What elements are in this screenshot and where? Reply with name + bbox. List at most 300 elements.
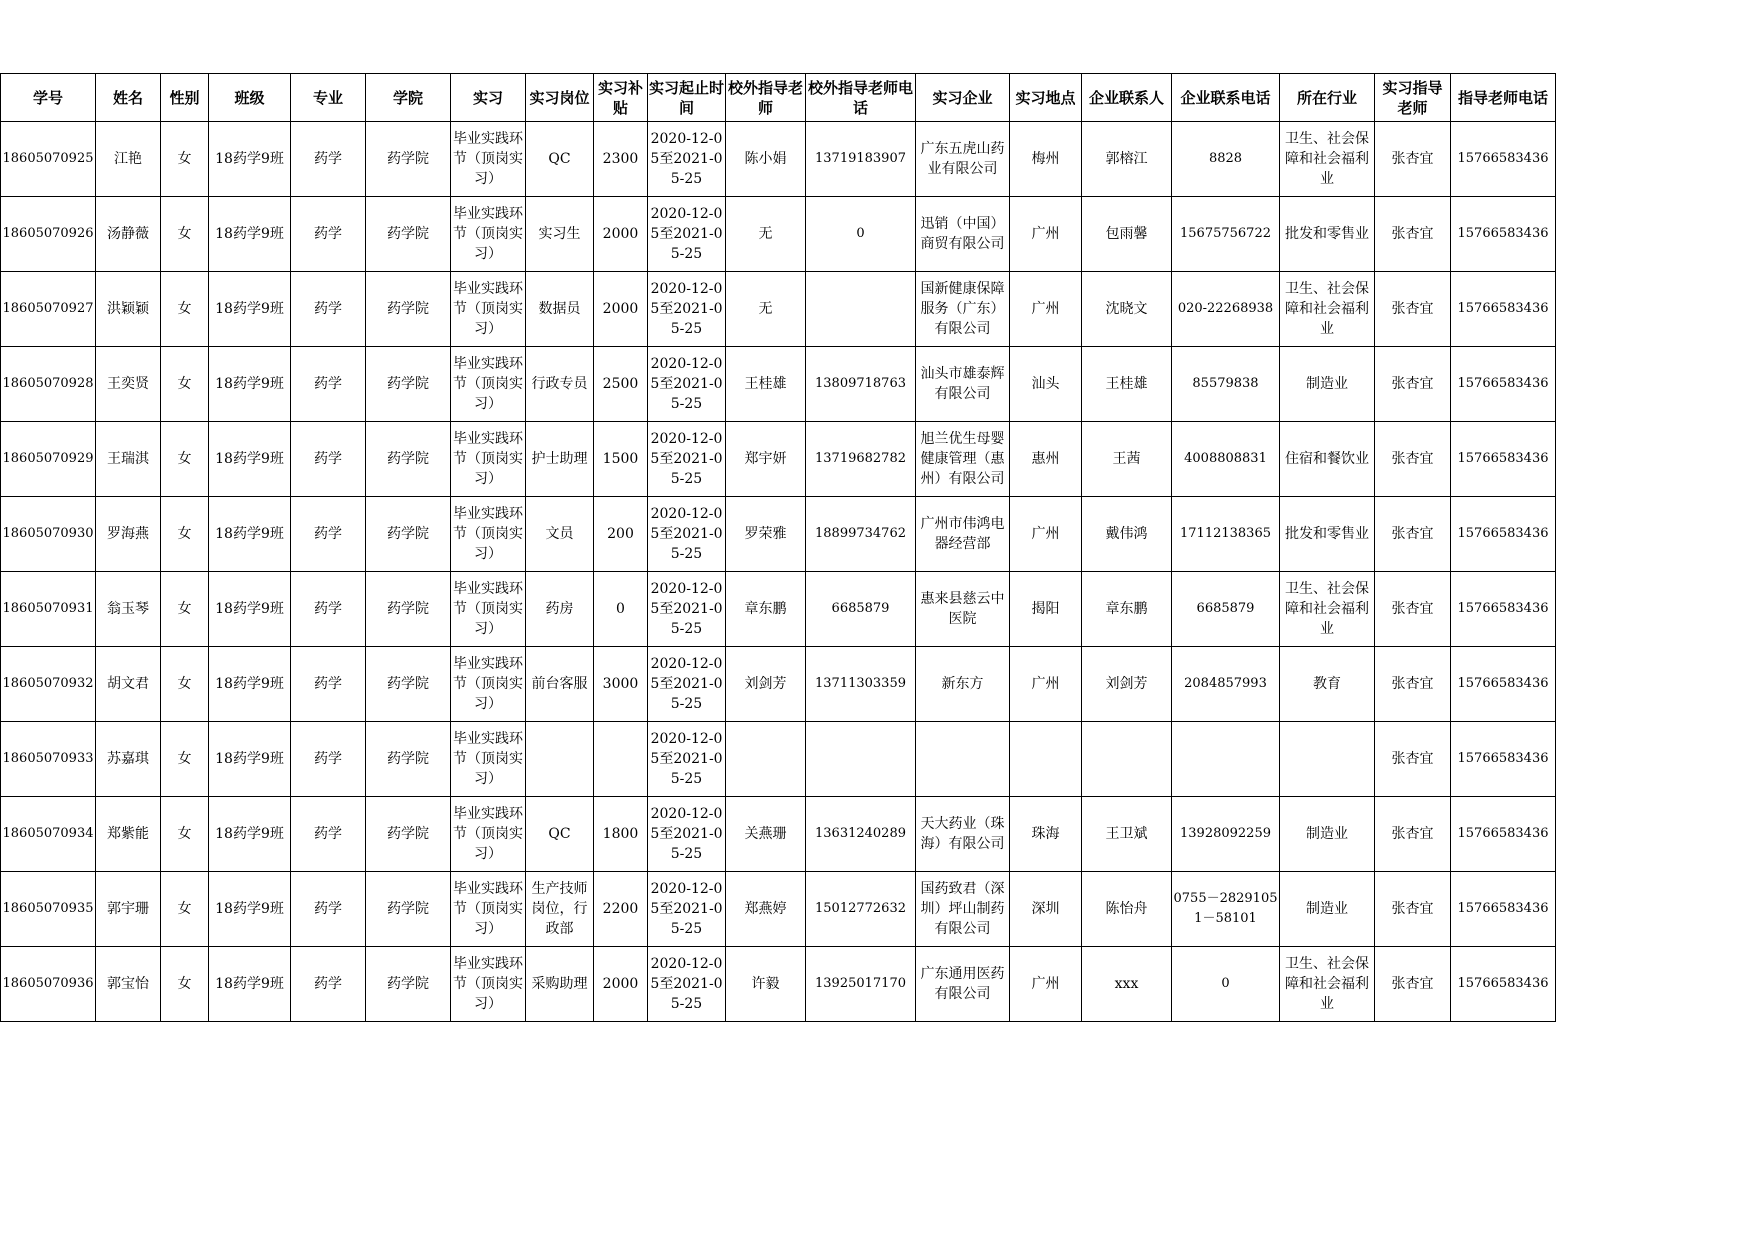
- cell-student-name: [96, 122, 161, 197]
- header-col-internship: 实习: [451, 74, 526, 122]
- cell-major: [291, 272, 366, 347]
- header-col-gender: 性别: [161, 74, 209, 122]
- cell-text: 18605070936: [2, 976, 94, 991]
- cell-company: [916, 947, 1010, 1022]
- cell-text: 3000: [602, 676, 639, 692]
- header-col-company-contact: 企业联系人: [1082, 74, 1172, 122]
- cell-position: [526, 197, 594, 272]
- cell-text: 王卫斌: [1105, 826, 1148, 842]
- cell-external-mentor-phone: [806, 872, 916, 947]
- cell-text: 住宿和餐饮业: [1285, 451, 1369, 467]
- header-col-student-id: 学号: [1, 74, 96, 122]
- cell-period: [648, 122, 726, 197]
- cell-text: 15766583436: [1457, 826, 1549, 841]
- cell-text: 药学: [314, 376, 342, 392]
- cell-text: 17112138365: [1180, 526, 1271, 541]
- cell-text: 2000: [602, 301, 639, 317]
- cell-text: 药学: [314, 676, 342, 692]
- cell-text: 文员: [545, 526, 574, 542]
- cell-student-id: [1, 872, 96, 947]
- cell-text: 18药学9班: [215, 451, 284, 467]
- cell-text: 迅销（中国）商贸有限公司: [920, 216, 1005, 252]
- cell-internship-advisor: [1375, 497, 1451, 572]
- cell-student-id: [1, 947, 96, 1022]
- header-col-external-mentor-phone: 校外指导老师电话: [806, 74, 916, 122]
- cell-internship-type: [451, 572, 526, 647]
- cell-class: [209, 947, 291, 1022]
- cell-position: [526, 497, 594, 572]
- cell-internship-advisor: [1375, 272, 1451, 347]
- cell-student-name: [96, 422, 161, 497]
- cell-college: [366, 197, 451, 272]
- cell-company-phone: [1172, 272, 1280, 347]
- cell-text: 苏嘉琪: [107, 751, 149, 767]
- cell-company-contact: [1082, 947, 1172, 1022]
- cell-text: 女: [177, 751, 192, 767]
- header-col-major: 专业: [291, 74, 366, 122]
- cell-class: [209, 722, 291, 797]
- cell-text: 张杏宜: [1391, 901, 1434, 917]
- cell-industry: [1280, 872, 1375, 947]
- cell-text: 制造业: [1306, 826, 1348, 842]
- cell-text: 女: [177, 676, 192, 692]
- cell-location: [1010, 947, 1082, 1022]
- cell-text: 沈晓文: [1105, 301, 1148, 317]
- cell-text: 18药学9班: [215, 826, 284, 842]
- cell-period: [648, 347, 726, 422]
- cell-industry: [1280, 347, 1375, 422]
- cell-text: 广州: [1031, 301, 1060, 317]
- cell-text: 张杏宜: [1391, 301, 1434, 317]
- cell-text: 18药学9班: [215, 901, 284, 917]
- cell-text: 1500: [602, 451, 639, 467]
- cell-text: 毕业实践环节（顶岗实习）: [453, 281, 523, 337]
- cell-text: 郭宝怡: [107, 976, 149, 992]
- cell-college: [366, 872, 451, 947]
- cell-position: [526, 572, 594, 647]
- cell-text: 陈小娟: [744, 151, 787, 167]
- cell-period: [648, 572, 726, 647]
- cell-company-phone: [1172, 122, 1280, 197]
- cell-location: [1010, 497, 1082, 572]
- cell-internship-type: [451, 272, 526, 347]
- cell-text: 刘剑芳: [744, 676, 787, 692]
- cell-text: 章东鹏: [744, 601, 787, 617]
- cell-text: 药学: [314, 826, 342, 842]
- cell-text: 护士助理: [531, 451, 588, 467]
- cell-student-id: [1, 122, 96, 197]
- cell-internship-type: [451, 347, 526, 422]
- cell-text: 2020-12-05至2021-05-25: [650, 656, 723, 712]
- cell-text: 2020-12-05至2021-05-25: [650, 431, 723, 487]
- cell-external-mentor: [726, 797, 806, 872]
- cell-text: xxx: [1114, 976, 1139, 992]
- cell-major: [291, 122, 366, 197]
- cell-advisor-phone: [1451, 497, 1556, 572]
- cell-text: 王桂雄: [1105, 376, 1148, 392]
- cell-internship-advisor: [1375, 347, 1451, 422]
- cell-gender: [161, 722, 209, 797]
- header-col-advisor-phone: 指导老师电话: [1451, 74, 1556, 122]
- cell-major: [291, 572, 366, 647]
- cell-company-contact: [1082, 422, 1172, 497]
- cell-external-mentor: [726, 497, 806, 572]
- table-row: [1, 647, 1556, 722]
- cell-subsidy: [594, 497, 648, 572]
- cell-text: 惠来县慈云中医院: [920, 591, 1005, 627]
- cell-text: 女: [177, 226, 192, 242]
- cell-company-contact: [1082, 347, 1172, 422]
- cell-external-mentor: [726, 422, 806, 497]
- cell-text: 张杏宜: [1391, 976, 1434, 992]
- table-row: [1, 872, 1556, 947]
- cell-location: [1010, 122, 1082, 197]
- cell-text: 18药学9班: [215, 976, 284, 992]
- cell-location: [1010, 722, 1082, 797]
- cell-text: 18605070927: [2, 301, 94, 316]
- cell-internship-type: [451, 872, 526, 947]
- cell-internship-advisor: [1375, 572, 1451, 647]
- cell-text: 揭阳: [1031, 601, 1060, 617]
- cell-text: 张杏宜: [1391, 376, 1434, 392]
- cell-company-contact: [1082, 797, 1172, 872]
- table-row: [1, 272, 1556, 347]
- cell-text: 200: [607, 526, 634, 542]
- cell-gender: [161, 947, 209, 1022]
- cell-advisor-phone: [1451, 797, 1556, 872]
- cell-text: 国药致君（深圳）坪山制药有限公司: [920, 881, 1005, 937]
- cell-internship-type: [451, 197, 526, 272]
- cell-text: 毕业实践环节（顶岗实习）: [453, 731, 523, 787]
- cell-text: 2200: [602, 901, 639, 917]
- cell-student-name: [96, 197, 161, 272]
- cell-text: 18药学9班: [215, 676, 284, 692]
- cell-company-contact: [1082, 722, 1172, 797]
- cell-internship-type: [451, 122, 526, 197]
- cell-external-mentor: [726, 122, 806, 197]
- cell-company-contact: [1082, 647, 1172, 722]
- cell-industry: [1280, 122, 1375, 197]
- cell-text: 卫生、社会保障和社会福利业: [1285, 131, 1369, 187]
- cell-text: 2020-12-05至2021-05-25: [650, 806, 723, 862]
- cell-company-phone: [1172, 497, 1280, 572]
- cell-text: 13928092259: [1180, 826, 1271, 841]
- table-row: [1, 422, 1556, 497]
- cell-company: [916, 122, 1010, 197]
- cell-text: 女: [177, 376, 192, 392]
- cell-period: [648, 797, 726, 872]
- cell-text: 0: [616, 601, 625, 617]
- cell-period: [648, 422, 726, 497]
- cell-class: [209, 272, 291, 347]
- cell-text: 2020-12-05至2021-05-25: [650, 356, 723, 412]
- cell-student-name: [96, 647, 161, 722]
- cell-advisor-phone: [1451, 872, 1556, 947]
- cell-text: 毕业实践环节（顶岗实习）: [453, 506, 523, 562]
- cell-internship-type: [451, 497, 526, 572]
- cell-external-mentor: [726, 197, 806, 272]
- table-row: [1, 122, 1556, 197]
- cell-student-id: [1, 722, 96, 797]
- cell-text: 罗海燕: [107, 526, 149, 542]
- cell-text: 毕业实践环节（顶岗实习）: [453, 431, 523, 487]
- cell-college: [366, 497, 451, 572]
- cell-text: 女: [177, 301, 192, 317]
- cell-text: 4008808831: [1184, 451, 1267, 466]
- cell-text: 女: [177, 826, 192, 842]
- cell-text: 新东方: [941, 676, 984, 692]
- cell-gender: [161, 797, 209, 872]
- cell-external-mentor-phone: [806, 272, 916, 347]
- cell-class: [209, 572, 291, 647]
- cell-location: [1010, 272, 1082, 347]
- cell-major: [291, 647, 366, 722]
- cell-text: 卫生、社会保障和社会福利业: [1285, 281, 1369, 337]
- cell-text: 药学: [314, 601, 342, 617]
- cell-industry: [1280, 947, 1375, 1022]
- cell-major: [291, 347, 366, 422]
- cell-gender: [161, 422, 209, 497]
- cell-text: 13631240289: [815, 826, 906, 841]
- cell-text: 制造业: [1306, 901, 1348, 917]
- header-col-location: 实习地点: [1010, 74, 1082, 122]
- cell-subsidy: [594, 647, 648, 722]
- cell-text: 女: [177, 451, 192, 467]
- cell-text: 王瑞淇: [107, 451, 149, 467]
- cell-text: 13925017170: [815, 976, 906, 991]
- table-row: [1, 947, 1556, 1022]
- cell-company-contact: [1082, 872, 1172, 947]
- cell-text: 王茜: [1112, 451, 1141, 467]
- cell-location: [1010, 347, 1082, 422]
- table-row: [1, 797, 1556, 872]
- cell-text: 18605070934: [2, 826, 94, 841]
- cell-period: [648, 947, 726, 1022]
- cell-text: 药学: [314, 751, 342, 767]
- cell-text: 毕业实践环节（顶岗实习）: [453, 956, 523, 1012]
- cell-subsidy: [594, 422, 648, 497]
- cell-text: 15766583436: [1457, 226, 1549, 241]
- cell-text: QC: [548, 151, 571, 167]
- cell-text: 广州市伟鸿电器经营部: [920, 516, 1005, 552]
- cell-external-mentor-phone: [806, 647, 916, 722]
- cell-text: 广东通用医药有限公司: [920, 966, 1005, 1002]
- cell-major: [291, 497, 366, 572]
- cell-text: 梅州: [1031, 151, 1060, 167]
- cell-student-id: [1, 497, 96, 572]
- cell-text: 药学院: [387, 526, 429, 542]
- cell-text: 18899734762: [815, 526, 906, 541]
- cell-text: 毕业实践环节（顶岗实习）: [453, 206, 523, 262]
- cell-student-name: [96, 872, 161, 947]
- cell-text: 戴伟鸿: [1105, 526, 1148, 542]
- header-col-company-phone: 企业联系电话: [1172, 74, 1280, 122]
- cell-text: 张杏宜: [1391, 151, 1434, 167]
- header-col-subsidy: 实习补贴: [594, 74, 648, 122]
- table-row: [1, 197, 1556, 272]
- cell-external-mentor: [726, 347, 806, 422]
- cell-text: 13719183907: [815, 151, 906, 166]
- cell-text: 无: [758, 226, 773, 242]
- cell-text: 18605070931: [2, 601, 94, 616]
- cell-text: 陈怡舟: [1105, 901, 1148, 917]
- cell-period: [648, 647, 726, 722]
- cell-student-id: [1, 422, 96, 497]
- cell-college: [366, 272, 451, 347]
- cell-text: 15766583436: [1457, 901, 1549, 916]
- cell-text: 药学院: [387, 301, 429, 317]
- cell-text: 13711303359: [815, 676, 906, 691]
- cell-major: [291, 872, 366, 947]
- cell-text: 药学院: [387, 451, 429, 467]
- cell-text: 药学: [314, 901, 342, 917]
- cell-text: 生产技师岗位，行政部: [531, 881, 588, 937]
- cell-company: [916, 572, 1010, 647]
- cell-text: 毕业实践环节（顶岗实习）: [453, 131, 523, 187]
- cell-period: [648, 272, 726, 347]
- cell-text: 2020-12-05至2021-05-25: [650, 206, 723, 262]
- cell-internship-advisor: [1375, 122, 1451, 197]
- cell-company-phone: [1172, 422, 1280, 497]
- cell-text: 关燕珊: [744, 826, 787, 842]
- cell-industry: [1280, 572, 1375, 647]
- cell-college: [366, 347, 451, 422]
- cell-text: 行政专员: [531, 376, 588, 392]
- cell-text: 药学院: [387, 376, 429, 392]
- cell-location: [1010, 797, 1082, 872]
- cell-external-mentor: [726, 947, 806, 1022]
- cell-location: [1010, 872, 1082, 947]
- cell-industry: [1280, 197, 1375, 272]
- header-col-company: 实习企业: [916, 74, 1010, 122]
- cell-industry: [1280, 797, 1375, 872]
- cell-text: 0: [1221, 976, 1230, 991]
- header-col-class: 班级: [209, 74, 291, 122]
- table-row: [1, 347, 1556, 422]
- cell-text: 6685879: [1196, 601, 1255, 616]
- cell-text: 广州: [1031, 226, 1060, 242]
- cell-industry: [1280, 272, 1375, 347]
- cell-text: 85579838: [1192, 376, 1259, 391]
- cell-text: 张杏宜: [1391, 826, 1434, 842]
- cell-text: 女: [177, 976, 192, 992]
- cell-text: 张杏宜: [1391, 451, 1434, 467]
- cell-college: [366, 422, 451, 497]
- cell-company-contact: [1082, 197, 1172, 272]
- cell-text: 2300: [602, 151, 639, 167]
- cell-location: [1010, 422, 1082, 497]
- cell-text: 药学院: [387, 826, 429, 842]
- cell-student-id: [1, 272, 96, 347]
- cell-text: 药学: [314, 526, 342, 542]
- cell-student-id: [1, 647, 96, 722]
- cell-text: 药房: [545, 601, 574, 617]
- internship-table: [0, 73, 1556, 1022]
- cell-text: 郭宇珊: [107, 901, 149, 917]
- cell-advisor-phone: [1451, 947, 1556, 1022]
- cell-gender: [161, 647, 209, 722]
- cell-text: 2020-12-05至2021-05-25: [650, 881, 723, 937]
- cell-text: 胡文君: [107, 676, 149, 692]
- cell-text: 药学院: [387, 226, 429, 242]
- cell-text: 章东鹏: [1105, 601, 1148, 617]
- header-col-industry: 所在行业: [1280, 74, 1375, 122]
- cell-text: 广州: [1031, 526, 1060, 542]
- cell-text: 张杏宜: [1391, 601, 1434, 617]
- cell-class: [209, 647, 291, 722]
- cell-text: 毕业实践环节（顶岗实习）: [453, 881, 523, 937]
- cell-text: 广东五虎山药业有限公司: [920, 141, 1005, 177]
- cell-industry: [1280, 497, 1375, 572]
- cell-internship-advisor: [1375, 872, 1451, 947]
- cell-text: 洪颖颖: [107, 301, 149, 317]
- cell-company-phone: [1172, 197, 1280, 272]
- cell-advisor-phone: [1451, 422, 1556, 497]
- cell-company: [916, 422, 1010, 497]
- cell-text: 18药学9班: [215, 301, 284, 317]
- cell-advisor-phone: [1451, 572, 1556, 647]
- cell-text: 药学院: [387, 601, 429, 617]
- cell-text: 15766583436: [1457, 751, 1549, 766]
- cell-text: 18药学9班: [215, 226, 284, 242]
- cell-text: 13719682782: [815, 451, 906, 466]
- cell-internship-type: [451, 947, 526, 1022]
- cell-text: 女: [177, 601, 192, 617]
- cell-advisor-phone: [1451, 272, 1556, 347]
- cell-text: 郑宇妍: [744, 451, 787, 467]
- cell-text: 药学: [314, 976, 342, 992]
- cell-text: 药学: [314, 151, 342, 167]
- cell-text: 女: [177, 526, 192, 542]
- cell-text: 0755－28291051－58101: [1173, 891, 1278, 926]
- cell-position: [526, 797, 594, 872]
- cell-internship-advisor: [1375, 422, 1451, 497]
- cell-advisor-phone: [1451, 197, 1556, 272]
- cell-subsidy: [594, 572, 648, 647]
- cell-company: [916, 497, 1010, 572]
- cell-gender: [161, 272, 209, 347]
- cell-company-phone: [1172, 947, 1280, 1022]
- cell-internship-advisor: [1375, 722, 1451, 797]
- cell-position: [526, 647, 594, 722]
- cell-external-mentor-phone: [806, 572, 916, 647]
- cell-internship-advisor: [1375, 197, 1451, 272]
- cell-position: [526, 722, 594, 797]
- cell-student-id: [1, 347, 96, 422]
- cell-gender: [161, 197, 209, 272]
- cell-class: [209, 872, 291, 947]
- cell-company-phone: [1172, 347, 1280, 422]
- cell-advisor-phone: [1451, 722, 1556, 797]
- cell-text: 数据员: [538, 301, 581, 317]
- cell-college: [366, 722, 451, 797]
- cell-text: 药学院: [387, 976, 429, 992]
- cell-company: [916, 872, 1010, 947]
- cell-text: 国新健康保障服务（广东）有限公司: [920, 281, 1005, 337]
- cell-text: 女: [177, 901, 192, 917]
- cell-external-mentor-phone: [806, 347, 916, 422]
- cell-position: [526, 272, 594, 347]
- cell-text: 刘剑芳: [1105, 676, 1148, 692]
- cell-text: 18605070925: [2, 151, 94, 166]
- cell-industry: [1280, 647, 1375, 722]
- cell-text: 珠海: [1031, 826, 1060, 842]
- cell-external-mentor-phone: [806, 422, 916, 497]
- cell-text: 毕业实践环节（顶岗实习）: [453, 581, 523, 637]
- cell-position: [526, 872, 594, 947]
- cell-text: 包雨馨: [1105, 226, 1148, 242]
- cell-text: 2020-12-05至2021-05-25: [650, 506, 723, 562]
